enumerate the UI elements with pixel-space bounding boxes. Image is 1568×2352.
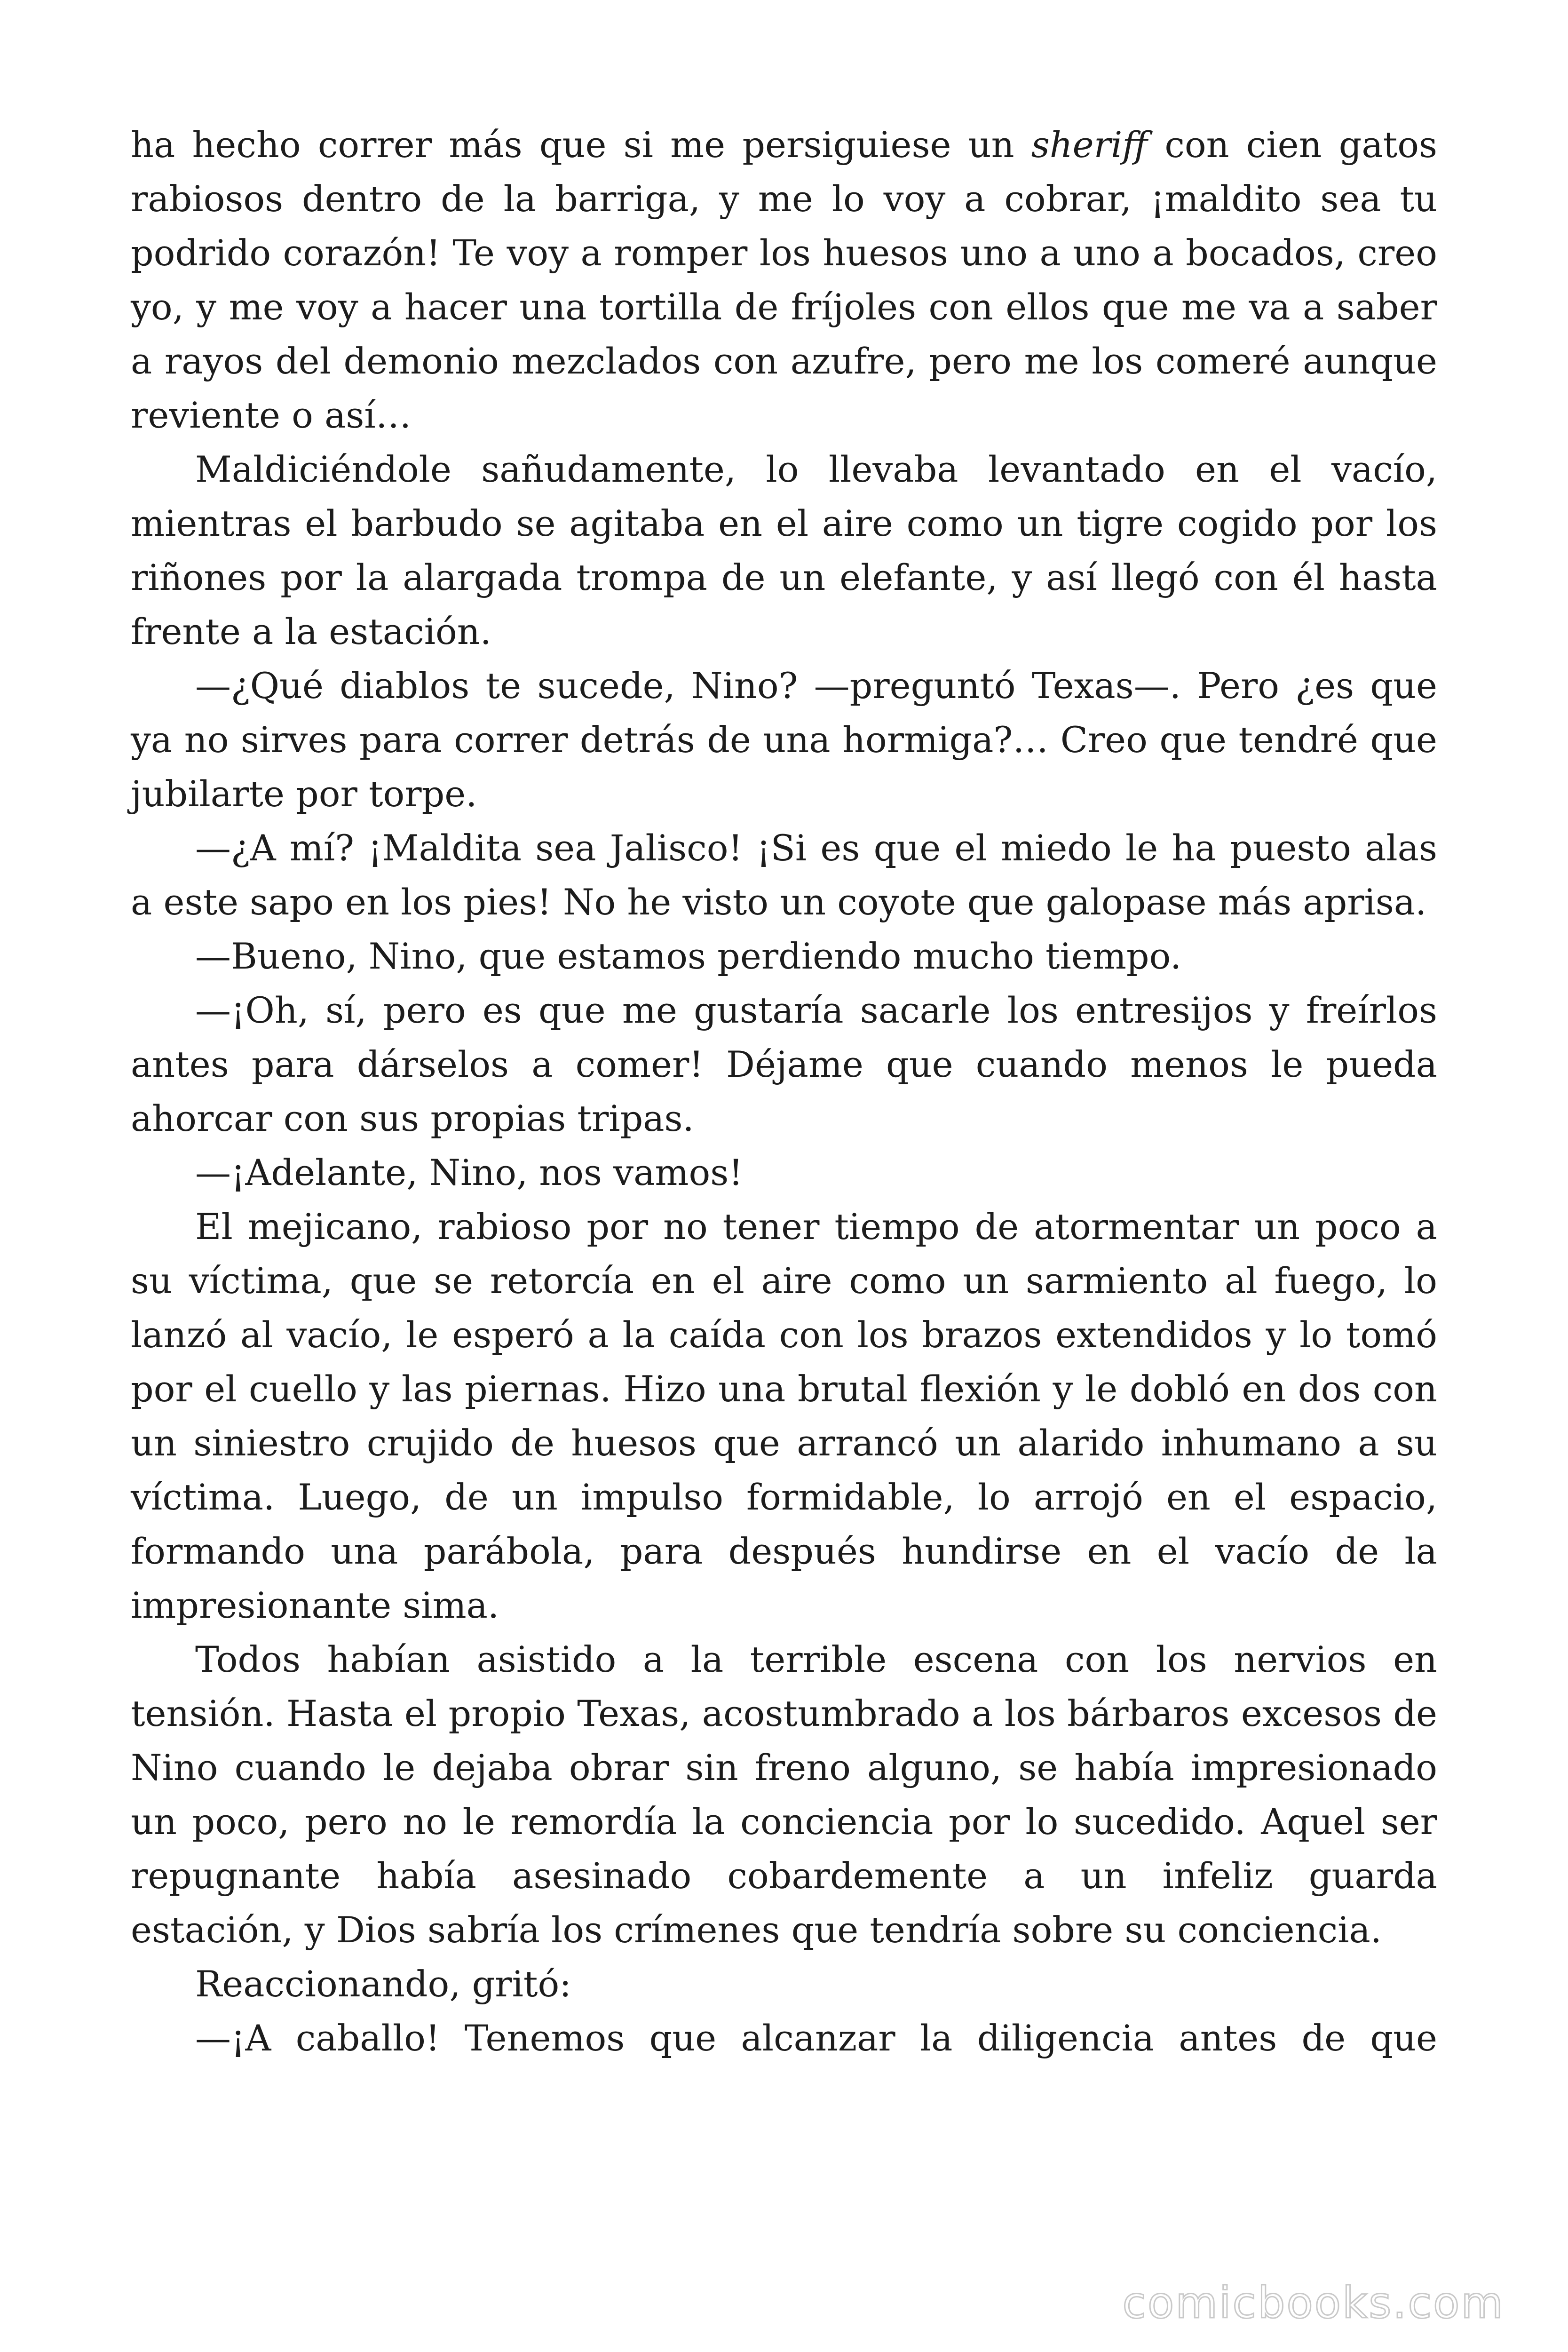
watermark: comicbooks.com bbox=[1122, 2278, 1505, 2328]
body-text bbox=[131, 118, 1437, 2065]
italic-word: sheriff bbox=[1031, 124, 1148, 166]
paragraph: —¡Oh, sí, pero es que me gustaría sacarle los entresijos y freírlos antes para dárselos a comer! Déjame que cuando menos le pueda ahorcar con sus propias tripas. bbox=[131, 989, 1437, 1139]
paragraph: —¿Qué diablos te sucede, Nino? —preguntó Texas—. Pero ¿es que ya no sirves para correr detrás de una hormiga?… Creo que tendré que jubilarte por torpe. bbox=[131, 665, 1437, 815]
paragraph: El mejicano, rabioso por no tener tiempo de atormentar un poco a su víctima, que se retorcía en el aire como un sarmiento al fuego, lo lanzó al vacío, le esperó a la caída con los brazos extendidos y lo tomó por el cuello y las piernas. Hizo una brutal flexión y le dobló en dos con un siniestro crujido de huesos que arrancó un alarido inhumano a su víctima. Luego, de un impulso formidable, lo arrojó en el espacio, formando una parábola, para después hundirse en el vacío de la impresionante sima. bbox=[131, 1206, 1437, 1626]
paragraph-text-end: con cien gatos rabiosos dentro de la barriga, y me lo voy a cobrar, ¡maldito sea tu podrido corazón! Te voy a romper los huesos uno a uno a bocados, creo yo, y me voy a hacer una tortilla de fríjoles con ellos que me va a saber a rayos del demonio mezclados con azufre, pero me los comeré aunque reviente o así… bbox=[131, 124, 1438, 436]
paragraph: Maldiciéndole sañudamente, lo llevaba levantado en el vacío, mientras el barbudo se agitaba en el aire como un tigre cogido por los riñones por la alargada trompa de un elefante, y así llegó con él hasta frente a la estación. bbox=[131, 448, 1437, 652]
paragraph: —Bueno, Nino, que estamos perdiendo mucho tiempo. bbox=[195, 935, 1182, 977]
paragraph: Todos habían asistido a la terrible escena con los nervios en tensión. Hasta el propio Texas, acostumbrado a los bárbaros excesos de Nino cuando le dejaba obrar sin freno alguno, se había impresionado un poco, pero no le remordía la conciencia por lo sucedido. Aquel ser repugnante había asesinado cobardemente a un infeliz guarda estación, y Dios sabría los crímenes que tendría sobre su conciencia. bbox=[131, 1638, 1437, 1951]
paragraph: Reaccionando, gritó: bbox=[195, 1963, 571, 2005]
paragraph-text-start: ha hecho correr más que si me persiguiese un bbox=[131, 124, 1031, 166]
paragraph: —¿A mí? ¡Maldita sea Jalisco! ¡Si es que el miedo le ha puesto alas a este sapo en los pies! No he visto un coyote que galopase más aprisa. bbox=[131, 827, 1437, 923]
paragraph-continuation bbox=[131, 118, 1437, 442]
paragraph: —¡Adelante, Nino, nos vamos! bbox=[195, 1152, 743, 1193]
paragraph-last-line: —¡A caballo! Tenemos que alcanzar la diligencia antes de que bbox=[195, 2017, 1437, 2059]
page-body bbox=[131, 118, 1437, 2197]
